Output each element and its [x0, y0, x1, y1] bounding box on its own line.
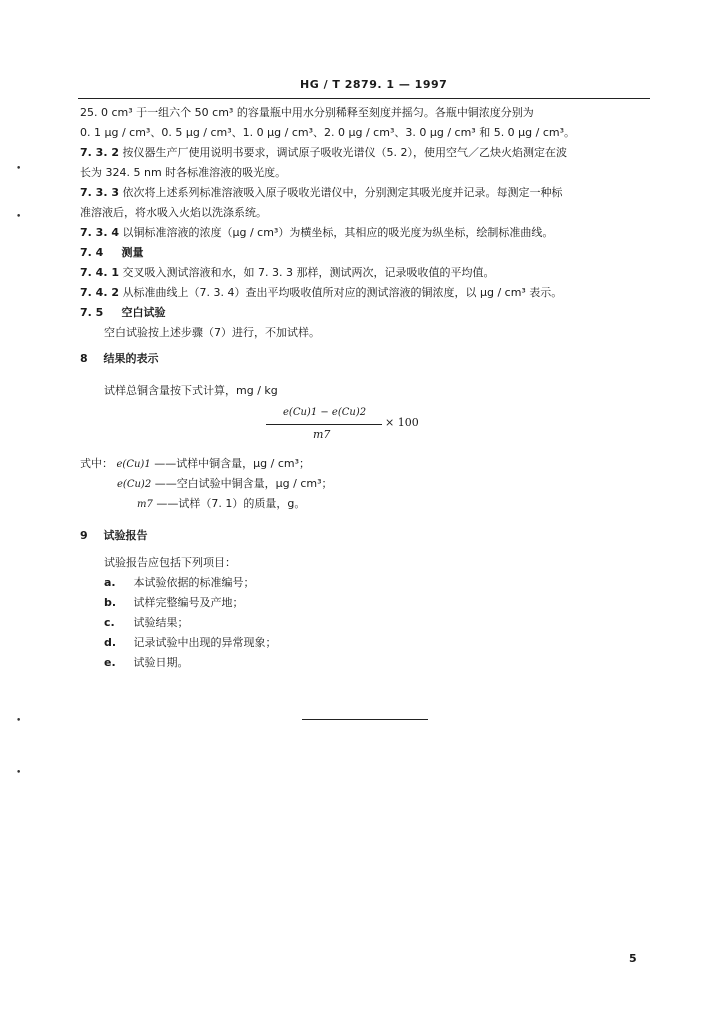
clause-number: 7. 4. 1: [80, 266, 119, 279]
fraction-bar: [266, 424, 382, 425]
list-item: [104, 636, 277, 650]
list-marker: e.: [104, 656, 116, 669]
formula-numerator: e(Cu)1 − e(Cu)2: [283, 407, 367, 418]
list-item-text: 本试验依据的标准编号；: [133, 576, 255, 589]
section-8-text: 试样总铜含量按下式计算，mg / kg: [104, 384, 278, 397]
clause-text: 以铜标准溶液的浓度（μg / cm³）为横坐标，其相应的吸光度为纵坐标，绘制标准曲线。: [122, 226, 554, 239]
formula-denominator: m7: [313, 428, 331, 441]
clause-7-3-2-cont: 长为 324. 5 nm 时各标准溶液的吸光度。: [80, 166, 287, 179]
list-item-text: 试验结果；: [133, 616, 189, 629]
legend-text: ——空白试验中铜含量，μg / cm³；: [154, 477, 333, 490]
legend-text: ——试样中铜含量，μg / cm³；: [154, 457, 311, 470]
list-item: [104, 656, 189, 670]
clause-text: 依次将上述系列标准溶液吸入原子吸收光谱仪中，分别测定其吸光度并记录。每测定一种标: [122, 186, 563, 199]
list-item: [104, 576, 255, 590]
section-9-text: 试验报告应包括下列项目：: [104, 556, 236, 569]
section-8-heading: [80, 352, 159, 366]
section-title: 测量: [121, 246, 144, 259]
binding-mark: •: [16, 768, 22, 778]
clause-7-3-4: [80, 226, 553, 240]
section-9-heading: [80, 529, 148, 543]
standard-header: HG / T 2879. 1 — 1997: [300, 78, 448, 91]
clause-number: 7. 4. 2: [80, 286, 119, 299]
section-title: 结果的表示: [103, 352, 159, 365]
clause-7-4-2: [80, 286, 562, 300]
clause-7-3-3-cont: 准溶液后，将水吸入火焰以洗涤系统。: [80, 206, 267, 219]
clause-number: 7. 3. 2: [80, 146, 119, 159]
page-number: 5: [629, 952, 637, 965]
section-7-5-text: 空白试验按上述步骤（7）进行，不加试样。: [104, 326, 320, 339]
clause-number: 7. 3. 3: [80, 186, 119, 199]
section-7-5-heading: [80, 306, 166, 320]
para-line-2: 0. 1 μg / cm³、0. 5 μg / cm³、1. 0 μg / cm³、2. 0 μg / cm³、3. 0 μg / cm³ 和 5. 0 μg / cm³。: [80, 126, 576, 139]
clause-text: 交叉吸入测试溶液和水，如 7. 3. 3 那样，测试两次，记录吸收值的平均值。: [122, 266, 495, 279]
list-marker: b.: [104, 596, 117, 609]
legend-text: ——试样（7. 1）的质量，g。: [156, 497, 306, 510]
legend-symbol: e(Cu)1: [116, 459, 151, 470]
list-item-text: 记录试验中出现的异常现象；: [133, 636, 277, 649]
section-title: 空白试验: [121, 306, 166, 319]
clause-text: 从标准曲线上（7. 3. 4）查出平均吸收值所对应的测试溶液的铜浓度，以 μg / cm³ 表示。: [122, 286, 563, 299]
binding-mark: •: [16, 164, 22, 174]
header-rule: [78, 98, 650, 99]
section-number: 7. 4: [80, 246, 104, 259]
list-marker: a.: [104, 576, 116, 589]
clause-number: 7. 3. 4: [80, 226, 119, 239]
legend-line-1: [80, 457, 310, 472]
list-marker: d.: [104, 636, 117, 649]
section-number: 7. 5: [80, 306, 104, 319]
legend-symbol: m7: [137, 499, 153, 510]
legend-line-3: [137, 497, 305, 512]
clause-text: 按仪器生产厂使用说明书要求，调试原子吸收光谱仪（5. 2），使用空气／乙炔火焰测定在波: [122, 146, 567, 159]
binding-mark: •: [16, 212, 22, 222]
section-7-4-heading: [80, 246, 144, 260]
formula-multiplier: × 100: [385, 416, 419, 429]
clause-7-3-2: [80, 146, 567, 160]
list-item-text: 试验日期。: [133, 656, 189, 669]
clause-7-4-1: [80, 266, 494, 280]
para-line-1: 25. 0 cm³ 于一组六个 50 cm³ 的容量瓶中用水分别稀释至刻度并摇匀。各瓶中铜浓度分别为: [80, 106, 534, 119]
clause-7-3-3: [80, 186, 562, 200]
section-number: 9: [80, 529, 88, 542]
section-title: 试验报告: [103, 529, 148, 542]
legend-lead: 式中：: [80, 457, 113, 470]
list-item: [104, 596, 244, 610]
binding-mark: •: [16, 716, 22, 726]
end-rule: [302, 719, 428, 720]
list-marker: c.: [104, 616, 115, 629]
legend-symbol: e(Cu)2: [117, 479, 152, 490]
list-item: [104, 616, 189, 630]
section-number: 8: [80, 352, 88, 365]
legend-line-2: [117, 477, 333, 492]
list-item-text: 试样完整编号及产地；: [133, 596, 244, 609]
